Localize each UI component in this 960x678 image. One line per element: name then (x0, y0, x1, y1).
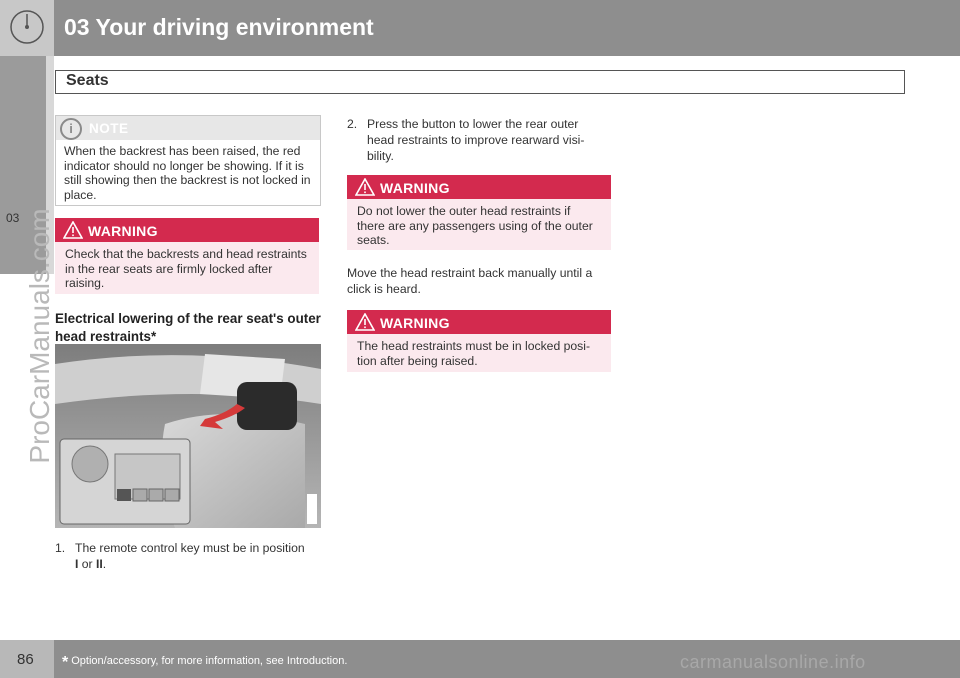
step-text-main: The remote control key must be in position (75, 541, 305, 555)
section-bar (55, 70, 905, 94)
list-item (347, 116, 617, 164)
note-box (55, 115, 321, 206)
key-position-1: I (75, 557, 79, 571)
chapter-icon-box (0, 0, 54, 56)
step-text: Press the button to lower the rear outer head restraints to improve rearward visi-bility. (367, 117, 585, 163)
warning-box-1 (55, 218, 319, 294)
warning-text-2: Do not lower the outer head restraints if there are any passengers using of the outer seats. (357, 204, 593, 247)
footnote-text: Option/accessory, for more information, see Introduction. (71, 655, 348, 667)
head-restraint-illustration (55, 344, 321, 528)
info-icon: i (60, 118, 82, 140)
step-number: 2. (347, 117, 358, 131)
gauge-icon (0, 0, 54, 56)
footnote-asterisk: * (62, 654, 69, 671)
step-text (75, 540, 305, 572)
warning-box-3 (347, 310, 611, 372)
warning-header-1 (55, 218, 319, 242)
warning-title-3: WARNING (380, 315, 450, 331)
note-title: NOTE (89, 121, 129, 136)
warning-icon (63, 221, 83, 239)
chapter-title: 03 Your driving environment (64, 14, 374, 40)
side-watermark: ProCarManuals.com (24, 208, 55, 464)
note-text: When the backrest has been raised, the red indicator should no longer be showing. If it is still showing then the backrest is not locked in place. (64, 144, 311, 202)
warning-header-3 (347, 310, 611, 334)
warning-icon (355, 178, 375, 196)
warning-title-2: WARNING (380, 180, 450, 196)
step-text-end: . (102, 557, 107, 571)
head-restraint-figure (55, 344, 321, 528)
subheading: Electrical lowering of the rear seat's outer head restraints* (55, 311, 321, 344)
warning-text-3: The head restraints must be in locked posi-tion after being raised. (357, 339, 591, 368)
note-header (56, 116, 320, 140)
step-number: 1. (55, 541, 66, 555)
warning-box-2 (347, 175, 611, 250)
chapter-number: 03 (6, 211, 20, 225)
page-number: 86 (17, 651, 34, 668)
step-list-2 (347, 116, 617, 164)
step-text-or: or (78, 557, 96, 571)
step-list-1 (55, 540, 325, 572)
list-item (55, 540, 325, 572)
warning-icon (355, 313, 375, 331)
warning-header-2 (347, 175, 611, 199)
key-position-2: II (96, 557, 103, 571)
footer-watermark: carmanualsonline.info (680, 652, 866, 672)
warning-title-1: WARNING (88, 223, 158, 239)
warning-text-1: Check that the backrests and head restraints in the rear seats are firmly locked after raising. (65, 247, 307, 290)
body-paragraph: Move the head restraint back manually until a click is heard. (347, 266, 593, 296)
footnote (62, 654, 347, 672)
section-title: Seats (66, 72, 109, 89)
